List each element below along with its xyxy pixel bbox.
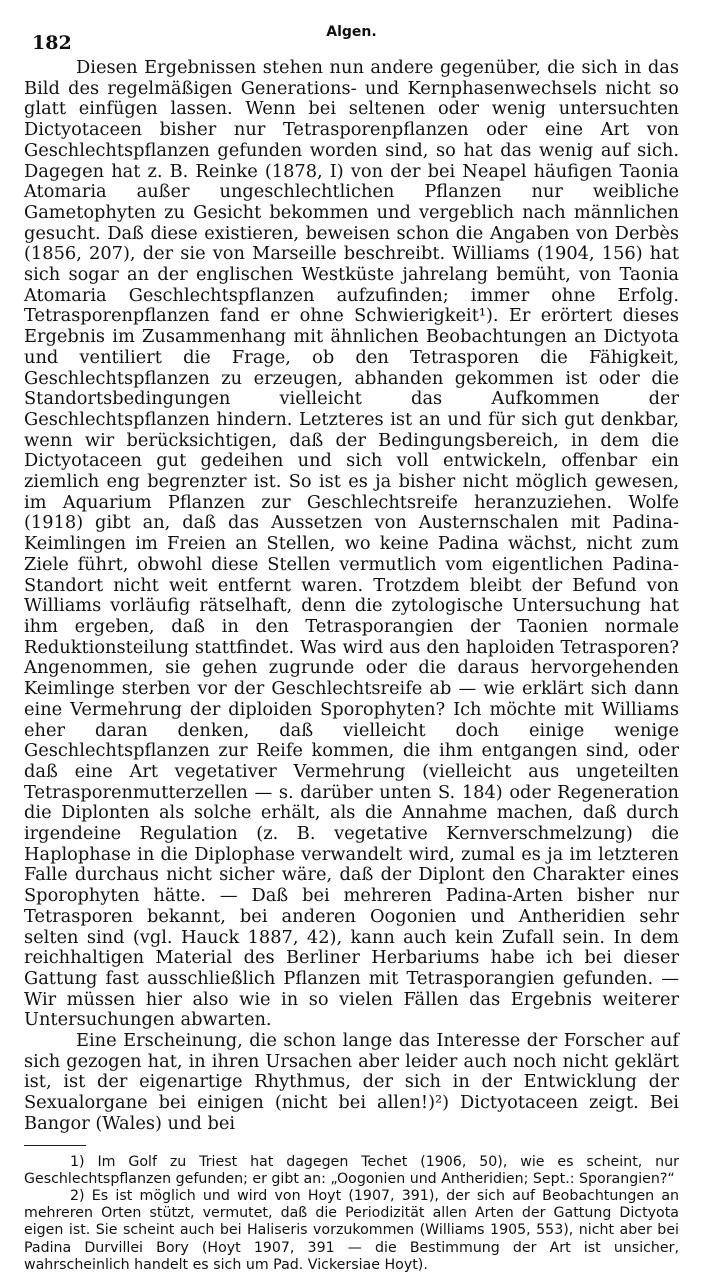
paragraph: Diesen Ergebnissen stehen nun andere gegenüber, die sich in das Bild des regelmäßigen Generations- und Kernphasenwechsels nicht so glatt einfügen lassen. Wenn bei seltenen oder wenig untersuchten Dictyotaceen bisher nur Tetrasporenpflanzen oder eine Art von Geschlechtspflanzen gefunden worden sind, so hat das wenig auf sich. Dagegen hat z. B. Reinke (1878, I) von der bei Neapel häufigen Taonia Atomaria außer ungeschlechtlichen Pflanzen nur weibliche Gametophyten zu Gesicht bekommen und vergeblich nach männlichen gesucht. Daß diese existieren, beweisen schon die Angaben von Derbès (1856, 207), der sie von Marseille beschreibt. Williams (1904, 156) hat sich sogar an der englischen Westküste jahrelang bemüht, von Taonia Atomaria Geschlechtspflanzen aufzufinden; immer ohne Erfolg. Tetrasporenpflanzen fand er ohne Schwierigkeit¹). Er erörtert dieses Ergebnis im Zusammenhang mit ähnlichen Beobachtungen an Dictyota und ventiliert die Frage, ob den Tetrasporen die Fähigkeit, Geschlechtspflanzen zu erzeugen, abhanden gekommen ist oder die Standortsbedingungen vielleicht das Aufkommen der Geschlechtspflanzen hindern. Letzteres ist an und für sich gut denkbar, wenn wir berücksichtigen, daß der Bedingungsbereich, in dem die Dictyotaceen gut gedeihen und sich voll entwickeln, offenbar ein ziemlich eng begrenzter ist. So ist es ja bisher nicht möglich gewesen, im Aquarium Pflanzen zur Geschlechtsreife heranzuziehen. Wolfe (1918) gibt an, daß das Aussetzen von Austernschalen mit Padina-Keimlingen im Freien an Stellen, wo keine Padina wächst, nicht zum Ziele führt, obwohl diese Stellen vermutlich vom eigentlichen Padina-Standort nicht weit entfernt waren. Trotzdem bleibt der Befund von Williams vorläufig rätselhaft, denn die zytologische Untersuchung hat ihm ergeben, daß in den Tetrasporangien der Taonien normale Reduktionsteilung stattfindet. Was wird aus den haploiden Tetrasporen? Angenommen, sie gehen zugrunde oder die daraus hervorgehenden Keimlinge sterben vor der Geschlechtsreife ab — wie erklärt sich dann eine Vermehrung der diploiden Sporophyten? Ich möchte mit Williams eher daran denken, daß vielleicht doch einige wenige Geschlechtspflanzen zur Reife kommen, die ihm entgangen sind, oder daß eine Art vegetativer Vermehrung (vielleicht aus ungeteilten Tetrasporenmutterzellen — s. darüber unten S. 184) oder Regeneration die Diplonten als solche erhält, als die Annahme machen, daß durch irgendeine Regulation (z. B. vegetative Kernverschmelzung) die Haplophase in die Diplophase verwandelt wird, zumal es ja im letzteren Falle durchaus nicht sicher wäre, daß der Diplont den Charakter eines Sporophyten hätte. — Daß bei mehreren Padina-Arten bisher nur Tetrasporen bekannt, bei anderen Oogonien und Antheridien sehr selten sind (vgl. Hauck 1887, 42), kann auch kein Zufall sein. In dem reichhaltigen Material des Berliner Herbariums habe ich bei dieser Gattung fast ausschließlich Pflanzen mit Tetrasporangien gefunden. — Wir müssen hier also wie in so vielen Fällen das Ergebnis weiterer Untersuchungen abwarten. <box>24 57 679 1031</box>
paragraph: Eine Erscheinung, die schon lange das Interesse der Forscher auf sich gezogen hat, in ihren Ursachen aber leider auch noch nicht geklärt ist, ist der eigenartige Rhythmus, der sich in der Entwicklung der Sexualorgane bei einigen (nicht bei allen!)²) Dictyotaceen zeigt. Bei Bangor (Wales) und bei <box>24 1030 679 1134</box>
footnote-separator <box>24 1145 86 1146</box>
running-head: Algen. <box>326 24 377 40</box>
page-header <box>24 24 679 58</box>
footnote: 2) Es ist möglich und wird von Hoyt (1907, 391), der sich auf Beobachtungen an mehreren Orten stützt, vermutet, daß die Periodizität allen Arten der Gattung Dictyota eigen ist. Sie scheint auch bei Haliseris vorzukommen (Williams 1905, 553), nicht aber bei Padina Durvillei Bory (Hoyt 1907, 391 — die Bestimmung der Art ist unsicher, wahrscheinlich handelt es sich um Pad. Vickersiae Hoyt). <box>24 1187 679 1273</box>
body-text <box>24 58 679 1135</box>
page-number: 182 <box>32 32 72 54</box>
footnotes <box>24 1154 679 1274</box>
footnote: 1) Im Golf zu Triest hat dagegen Techet (1906, 50), wie es scheint, nur Geschlechtspflanzen gefunden; er gibt an: „Oogonien und Antheridien; Sept.: Sporangien?“ <box>24 1153 679 1187</box>
